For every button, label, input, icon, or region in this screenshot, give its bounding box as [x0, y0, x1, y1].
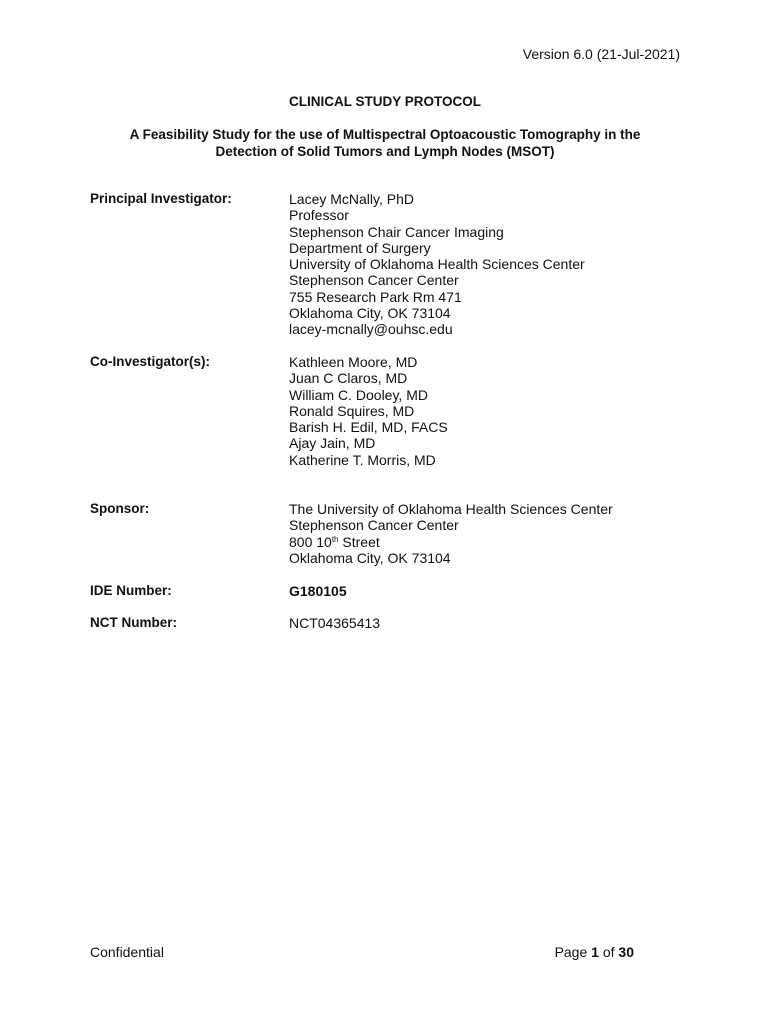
ide-number-label: IDE Number: [90, 583, 172, 598]
co-investigators-label: Co-Investigator(s): [90, 354, 211, 369]
page-of: of [598, 944, 619, 960]
pi-city: Oklahoma City, OK 73104 [289, 305, 451, 322]
principal-investigator-label: Principal Investigator: [90, 191, 232, 206]
pi-university: University of Oklahoma Health Sciences Center [289, 256, 585, 273]
co-investigator-item: Katherine T. Morris, MD [289, 451, 436, 468]
protocol-heading: CLINICAL STUDY PROTOCOL [288, 94, 481, 109]
sponsor-label: Sponsor: [90, 501, 150, 516]
pi-address: 755 Research Park Rm 471 [289, 288, 462, 305]
co-investigator-item: Barish H. Edil, MD, FACS [289, 419, 448, 436]
ide-number-value: G180105 [289, 583, 347, 599]
pi-name: Lacey McNally, PhD [289, 191, 415, 207]
co-investigator-item: William C. Dooley, MD [289, 386, 428, 403]
co-investigator-item: Juan C Claros, MD [289, 370, 408, 387]
pi-email[interactable]: lacey-mcnally@ouhsc.edu [289, 321, 453, 338]
sponsor-street-name: Street [338, 533, 380, 550]
co-investigator-item: Ronald Squires, MD [289, 402, 415, 419]
pi-chair: Stephenson Chair Cancer Imaging [289, 223, 504, 240]
pi-department: Department of Surgery [289, 239, 431, 256]
study-title-line-2: Detection of Solid Tumors and Lymph Nodes (MSOT) [215, 144, 555, 159]
page-current: 1 [591, 944, 599, 960]
sponsor-name: The University of Oklahoma Health Sciences Center [289, 501, 613, 517]
co-investigators-list [289, 354, 448, 468]
page-total: 30 [618, 944, 634, 960]
principal-investigator-details [289, 191, 585, 338]
sponsor-street-ordinal: th [331, 534, 339, 544]
sponsor-center: Stephenson Cancer Center [289, 517, 459, 534]
confidential-footer: Confidential [90, 944, 164, 960]
sponsor-details [289, 501, 613, 566]
pi-center: Stephenson Cancer Center [289, 272, 459, 289]
sponsor-city: Oklahoma City, OK 73104 [289, 549, 451, 566]
version-header: Version 6.0 (21-Jul-2021) [522, 46, 680, 62]
sponsor-street [289, 534, 613, 550]
nct-number-label: NCT Number: [90, 615, 177, 630]
nct-number-value: NCT04365413 [289, 615, 381, 631]
sponsor-street-number: 800 10 [289, 533, 332, 550]
study-title [90, 126, 680, 160]
study-title-line-1: A Feasibility Study for the use of Multispectral Optoacoustic Tomography in the [129, 127, 641, 142]
co-investigator-item: Kathleen Moore, MD [289, 354, 418, 370]
page-prefix: Page [554, 944, 592, 960]
co-investigator-item: Ajay Jain, MD [289, 435, 376, 452]
pi-title: Professor [289, 207, 349, 224]
page-number-footer [555, 944, 634, 960]
